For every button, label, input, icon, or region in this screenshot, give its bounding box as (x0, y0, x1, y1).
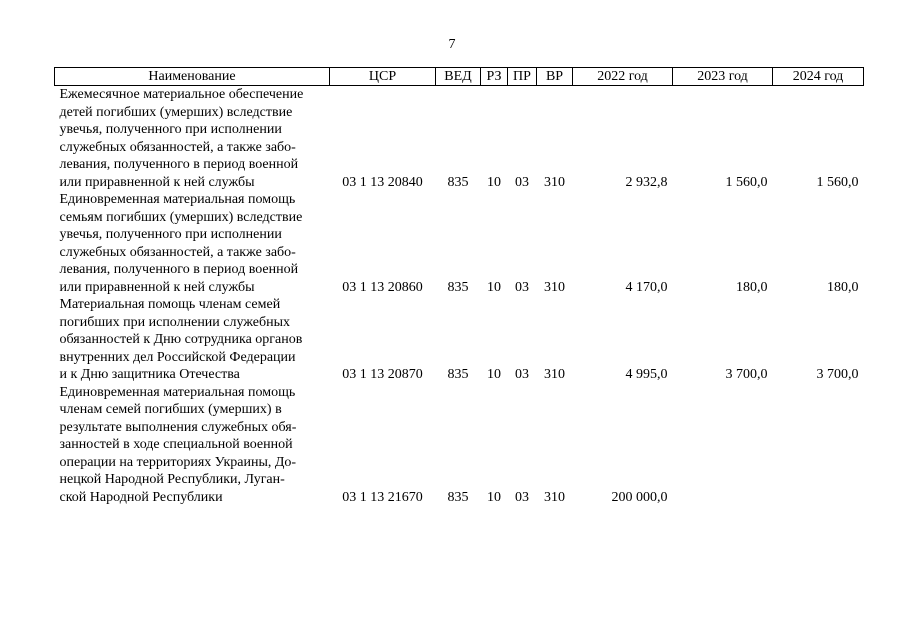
row-ved: 835 (447, 279, 469, 295)
row-name-line: служебных обязанностей, а также забо- (59, 244, 296, 260)
row-name-line: внутренних дел Российской Федерации (59, 349, 296, 365)
row-pr: 03 (515, 367, 529, 382)
row-name-line: нецкой Народной Республики, Луган- (59, 472, 285, 487)
row-amount-2023: 1 560,0 (725, 174, 768, 190)
row-name-line: детей погибших (умерших) вследствие (59, 104, 293, 120)
row-name-line: увечья, полученного при исполнении (59, 122, 282, 137)
row-ved: 835 (447, 489, 469, 505)
row-rz: 10 (487, 279, 501, 295)
row-name-line: семьям погибших (умерших) вследствие (59, 209, 303, 225)
row-name-line: погибших при исполнении служебных (59, 314, 291, 330)
row-amount-2023 (673, 384, 773, 507)
table-header-row (55, 68, 864, 86)
row-name-line: обязанностей к Дню сотрудника органов (59, 332, 303, 347)
row-amount-2022: 200 000,0 (611, 489, 668, 505)
header-2023: 2023 год (673, 68, 773, 86)
row-name-line: ской Народной Республики (59, 489, 223, 505)
row-name-line: или приравненной к ней службы (59, 279, 255, 295)
row-csr: 03 1 13 20860 (342, 279, 423, 295)
row-vr: 310 (544, 279, 565, 295)
row-pr: 03 (515, 489, 529, 505)
row-name-line: операции на территориях Украины, До- (59, 454, 297, 470)
header-csr: ЦСР (330, 68, 436, 86)
row-name-line: и к Дню защитника Отечества (59, 367, 240, 382)
budget-table (54, 67, 864, 506)
row-name-line: Ежемесячное материальное обеспечение (59, 87, 304, 102)
page-number: 7 (448, 37, 456, 52)
row-amount-2024: 3 700,0 (816, 367, 859, 382)
header-2024: 2024 год (773, 68, 864, 86)
row-name-line: Материальная помощь членам семей (59, 297, 281, 312)
header-2022: 2022 год (573, 68, 673, 86)
row-name-line: увечья, полученного при исполнении (59, 227, 282, 242)
header-pr: ПР (508, 68, 537, 86)
table-row (55, 86, 864, 192)
row-ved: 835 (447, 174, 469, 190)
row-vr: 310 (544, 489, 565, 505)
row-pr: 03 (515, 174, 529, 190)
row-csr: 03 1 13 21670 (342, 489, 423, 505)
row-amount-2022: 4 995,0 (625, 367, 668, 382)
header-rz: РЗ (481, 68, 508, 86)
row-csr: 03 1 13 20870 (342, 367, 423, 382)
row-name-cell (55, 296, 330, 384)
header-vr: ВР (537, 68, 573, 86)
row-name-line: левания, полученного в период военной (59, 157, 299, 172)
row-rz: 10 (487, 489, 501, 505)
row-amount-2022: 2 932,8 (625, 174, 668, 190)
row-name-line: служебных обязанностей, а также забо- (59, 139, 296, 155)
row-amount-2023: 3 700,0 (725, 367, 768, 382)
row-amount-2023: 180,0 (736, 279, 768, 295)
row-amount-2024: 180,0 (827, 279, 859, 295)
row-amount-2022: 4 170,0 (625, 279, 668, 295)
row-name-line: левания, полученного в период военной (59, 262, 299, 277)
row-name-line: членам семей погибших (умерших) в (59, 402, 282, 417)
row-amount-2024: 1 560,0 (816, 174, 859, 190)
row-name-line: Единовременная материальная помощь (59, 384, 296, 400)
row-rz: 10 (487, 367, 501, 382)
row-name-cell (55, 384, 330, 507)
row-amount-2024 (773, 384, 864, 507)
row-vr: 310 (544, 174, 565, 190)
row-name-cell (55, 191, 330, 296)
table-row (55, 384, 864, 507)
table-row (55, 191, 864, 296)
header-ved: ВЕД (436, 68, 481, 86)
row-name-line: или приравненной к ней службы (59, 174, 255, 190)
row-name-line: результате выполнения служебных обя- (59, 419, 297, 435)
row-csr: 03 1 13 20840 (342, 174, 423, 190)
row-name-line: занностей в ходе специальной военной (59, 437, 293, 452)
row-name-cell (55, 86, 330, 192)
header-name: Наименование (55, 68, 330, 86)
row-ved: 835 (447, 367, 469, 382)
row-name-line: Единовременная материальная помощь (59, 192, 296, 207)
row-pr: 03 (515, 279, 529, 295)
row-vr: 310 (544, 367, 565, 382)
table-row (55, 296, 864, 384)
row-rz: 10 (487, 174, 501, 190)
